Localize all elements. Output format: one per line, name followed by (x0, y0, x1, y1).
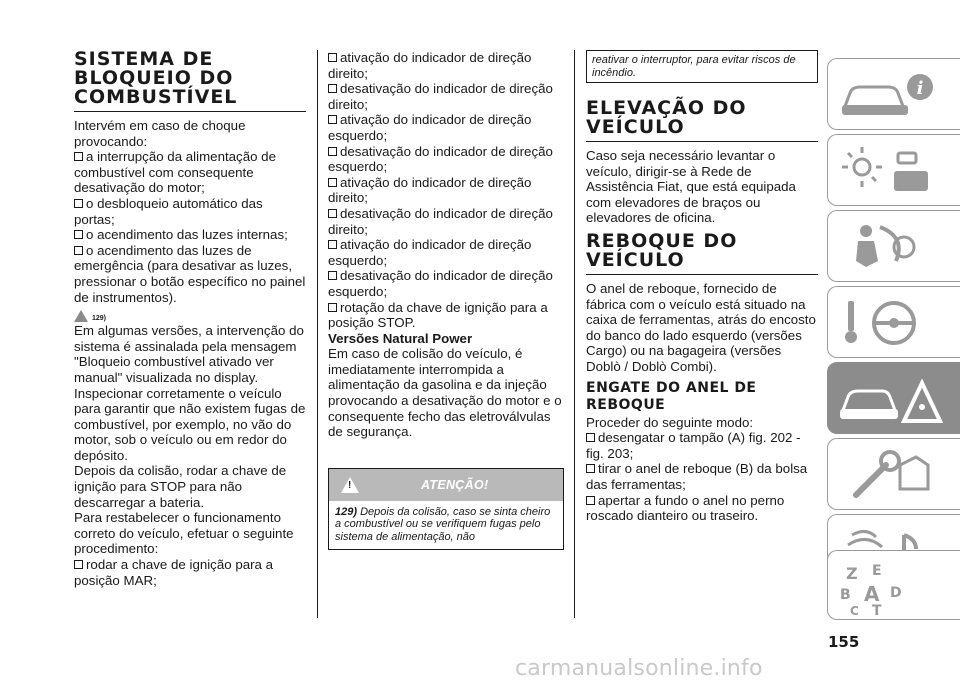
paragraph: Caso seja necessário levantar o veículo, dirigir-se à Rede de Assistência Fiat, que está equipada com elevadores de braços ou elevadores de oficina. (586, 148, 796, 226)
heading-line: COMBUSTÍVEL (74, 86, 238, 108)
paragraph: O anel de reboque, fornecido de fábrica com o veículo está situado na caixa de ferramentas, atrás do encosto do banco do lado esquerdo (versões Cargo) ou na bagageira (versões Doblò / Doblò Combi). (586, 280, 816, 374)
tab-index[interactable] (827, 550, 960, 620)
list-item: tirar o anel de reboque (B) da bolsa das ferramentas; (586, 461, 808, 492)
section-heading-towing (586, 229, 818, 275)
warning-number: 129) (335, 505, 358, 518)
dashboard-lights-icon (836, 141, 946, 201)
wrench-maintenance-icon (836, 445, 946, 505)
checkbox-bullet-icon (328, 240, 337, 249)
checkbox-bullet-icon (74, 152, 83, 161)
warning-continued-box (586, 50, 818, 83)
list-item: desativação do indicador de direção esquerdo; (328, 143, 553, 175)
checkbox-bullet-icon (328, 84, 337, 93)
car-info-icon (836, 65, 946, 125)
tab-emergency[interactable] (827, 362, 960, 434)
checkbox-bullet-icon (328, 209, 337, 218)
page-number: 155 (828, 633, 860, 651)
list-item: ativação do indicador de direção direito; (328, 174, 532, 206)
list-item: desengatar o tampão (A) fig. 202 - fig. 203; (586, 430, 801, 461)
column-divider (317, 50, 318, 618)
column-right (586, 50, 818, 524)
list-item: apertar a fundo o anel no perno roscado dianteiro ou traseiro. (586, 492, 785, 524)
svg-text:i: i (916, 78, 924, 99)
warning-header (329, 469, 563, 501)
index-abc-icon (836, 557, 946, 617)
warning-text: reativar o interruptor, para evitar riscos de incêndio. (592, 54, 796, 79)
checkbox-bullet-icon (586, 464, 595, 473)
checkbox-bullet-icon (586, 433, 595, 442)
checkbox-bullet-icon (74, 246, 83, 255)
column-divider (574, 50, 575, 618)
column-left (74, 50, 306, 588)
heading-line: VEÍCULO (586, 116, 685, 138)
tab-car-info[interactable] (827, 58, 960, 130)
svg-text:T: T (872, 603, 882, 617)
heading-line: REBOQUE DO (586, 229, 738, 252)
svg-text:A: A (864, 582, 880, 606)
list-item: desativação do indicador de direção direito; (328, 205, 553, 237)
list-item: o desbloqueio automático das portas; (74, 195, 263, 227)
checkbox-bullet-icon (328, 53, 337, 62)
checkbox-bullet-icon (74, 230, 83, 239)
intro-text: Proceder do seguinte modo: (586, 414, 754, 430)
tab-dashboard-lights[interactable] (827, 134, 960, 206)
warning-triangle-icon (74, 310, 88, 322)
warning-triangle-icon: ! (341, 477, 359, 493)
list-item: ativação do indicador de direção esquerdo; (328, 112, 532, 143)
svg-text:E: E (872, 563, 882, 579)
svg-text:Z: Z (846, 564, 858, 583)
heading-line: BLOQUEIO DO (74, 67, 234, 89)
checkbox-bullet-icon (328, 271, 337, 280)
list-item: a interrupção da alimentação de combustível com consequente desativação do motor; (74, 149, 276, 196)
paragraph: Inspecionar corretamente o veículo para garantir que não existem fugas de combustível, por exemplo, no vão do motor, sob o veículo ou em redor do depósito. (74, 385, 306, 463)
tab-maintenance[interactable] (827, 438, 960, 510)
checkbox-bullet-icon (74, 199, 83, 208)
subheading-natural-power: Versões Natural Power (328, 330, 473, 346)
checkbox-bullet-icon (328, 147, 337, 156)
paragraph: Depois da colisão, rodar a chave de ignição para STOP para não descarregar a bateria. (74, 463, 287, 510)
list-item: ativação do indicador de direção direito; (328, 50, 532, 81)
checkbox-bullet-icon (328, 303, 337, 312)
list-item: rodar a chave de ignição para a posição MAR; (74, 557, 274, 588)
airbag-safety-icon (836, 217, 946, 277)
subsection-heading-tow-ring (586, 381, 818, 413)
list-item: rotação da chave de ignição para a posição STOP. (328, 299, 548, 331)
note-number: 129) (92, 315, 107, 323)
list-item: ativação do indicador de direção esquerdo; (328, 237, 532, 268)
warning-text: Depois da colisão, caso se sinta cheiro a combustível ou se verifiquem fugas pelo sistema de alimentação, não (335, 505, 551, 543)
list-item: desativação do indicador de direção esquerdo; (328, 268, 553, 299)
section-heading-vehicle-lifting (586, 99, 818, 142)
watermark-text: carmanualsonline.info (515, 656, 763, 681)
svg-text:C: C (850, 604, 859, 617)
intro-text: Intervém em caso de choque provocando: (74, 118, 246, 149)
svg-text:D: D (890, 585, 902, 601)
car-emergency-icon (836, 369, 946, 429)
warning-reference[interactable] (74, 306, 306, 322)
svg-text:B: B (840, 587, 851, 603)
heading-line: REBOQUE (586, 396, 666, 413)
checkbox-bullet-icon (74, 560, 83, 569)
paragraph: Para restabelecer o funcionamento correto do veículo, efetuar o seguinte procedimento: (74, 510, 294, 557)
tab-airbag-safety[interactable] (827, 210, 960, 282)
steering-wheel-key-icon (836, 293, 946, 353)
checkbox-bullet-icon (328, 178, 337, 187)
list-item: o acendimento das luzes internas; (74, 227, 306, 243)
section-heading-fuel-cutoff (74, 50, 306, 112)
column-middle (328, 50, 564, 550)
warning-box (328, 468, 564, 551)
heading-line: ELEVAÇÃO DO (586, 97, 747, 119)
paragraph: Em caso de colisão do veículo, é imediatamente interrompida a alimentação da gasolina e da injeção provocando a desativação do motor e o consequente fecho das eletroválvulas de segurança. (328, 346, 562, 440)
warning-title: ATENÇÃO! (421, 477, 489, 492)
heading-line: SISTEMA DE (74, 48, 214, 70)
checkbox-bullet-icon (586, 496, 595, 505)
list-item: o acendimento das luzes de emergência (para desativar as luzes, pressionar o botão específico no painel de instrumentos). (74, 242, 306, 305)
paragraph: Em algumas versões, a intervenção do sistema é assinalada pela mensagem "Bloqueio combustível ativado ver manual" visualizada no display. (74, 323, 304, 385)
tab-starting-driving[interactable] (827, 286, 960, 358)
warning-body (329, 501, 563, 550)
list-item: desativação do indicador de direção direito; (328, 81, 553, 112)
checkbox-bullet-icon (328, 115, 337, 124)
heading-line: VEÍCULO (586, 248, 685, 271)
heading-line: ENGATE DO ANEL DE (586, 379, 757, 396)
